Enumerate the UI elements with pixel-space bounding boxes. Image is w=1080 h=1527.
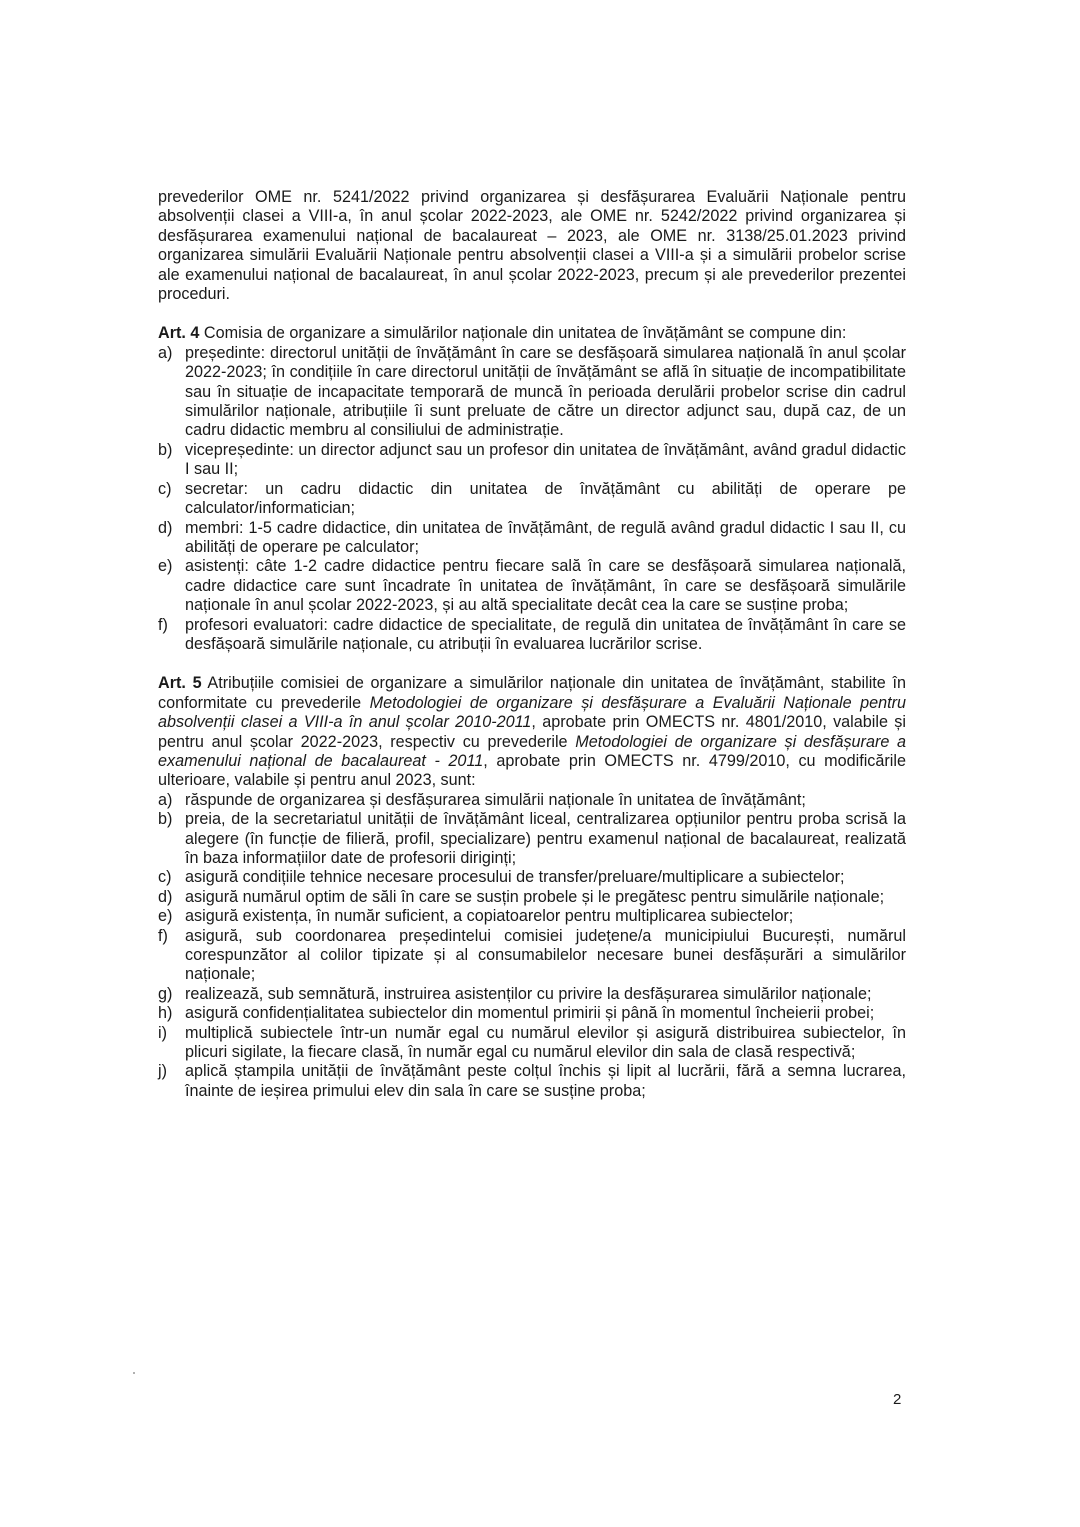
- list-text: profesori evaluatori: cadre didactice de specialitate, de regulă din unitatea de învățământ în care se desfășoară simulările naționale, cu atribuții în evaluarea lucrărilor scrise.: [185, 615, 906, 653]
- art5-italic-2: Metodologiei de organizare și desfășurare a examenului național de bacalaureat - 2011: [158, 732, 907, 770]
- list-item: [158, 985, 906, 1004]
- page-number: 2: [893, 1391, 902, 1408]
- art4-list: [158, 344, 906, 655]
- list-letter: d): [158, 887, 173, 906]
- art4-heading: [158, 324, 906, 343]
- list-text: asigură condițiile tehnice necesare procesului de transfer/preluare/multiplicare a subiectelor;: [185, 868, 845, 887]
- intro-paragraph: prevederilor OME nr. 5241/2022 privind organizarea și desfășurarea Evaluării Naționale pentru absolvenții clasei a VIII-a, în anul școlar 2022-2023, ale OME nr. 5242/2022 privind organizarea și desfășurarea examenului național de bacalaureat – 2023, ale OME nr. 3138/25.01.2023 privind organizarea simulării Evaluării Naționale pentru absolvenții clasei a VIII-a și a simulării probelor scrise ale examenului național de bacalaureat, în anul școlar 2022-2023, precum și ale prevederilor prezentei proceduri.: [158, 188, 906, 304]
- spacer: [158, 654, 906, 674]
- list-text: aplică ștampila unității de învățământ peste colțul închis și lipit al lucrării, fără a semna lucrarea, înainte de ieșirea primului elev din sala în care se susține proba;: [185, 1062, 906, 1100]
- art5-heading: [158, 674, 906, 790]
- list-letter: h): [158, 1004, 173, 1023]
- list-item: [158, 1024, 906, 1063]
- list-text: preia, de la secretariatul unității de învățământ liceal, centralizarea opțiunilor pentru proba scrisă la alegere (în funcție de filieră, profil, specializare) pentru examenul național de bacalaureat, realizată în baza informațiilor date de profesorii diriginți;: [185, 810, 906, 867]
- list-letter: b): [158, 810, 173, 829]
- list-item: [158, 557, 906, 615]
- list-item: [158, 868, 906, 887]
- art5-text-1: Atribuțiile comisiei de organizare a simulărilor naționale din unitatea de învățământ, stabilite în conformitate cu prevederile: [158, 674, 906, 712]
- list-letter: e): [158, 907, 173, 926]
- list-letter: f): [158, 926, 168, 945]
- list-letter: a): [158, 790, 173, 809]
- list-letter: g): [158, 984, 173, 1003]
- list-item: [158, 927, 906, 985]
- list-item: [158, 616, 906, 655]
- list-item: [158, 441, 906, 480]
- list-text: asistenți: câte 1-2 cadre didactice pentru fiecare sală în care se desfășoară simularea națională, cadre didactice care sunt încadrate în unitatea de învățământ, în care se desfășoară simulările naționale în anul școlar 2022-2023, și au altă specialitate decât cea la care se susține proba;: [185, 557, 906, 615]
- list-letter: c): [158, 479, 172, 498]
- list-letter: c): [158, 868, 172, 887]
- list-text: asigură, sub coordonarea președintelui comisiei județene/a municipiului București, numărul corespunzător al colilor tipizate și al consumabilelor necesare bunei desfășurări a simulărilor naționale;: [185, 926, 906, 984]
- list-text: realizează, sub semnătură, instruirea asistenților cu privire la desfășurarea simulărilor naționale;: [185, 984, 872, 1003]
- document-page: [158, 188, 906, 1101]
- art5-list: [158, 791, 906, 1102]
- list-item: [158, 1062, 906, 1101]
- list-letter: i): [158, 1023, 167, 1042]
- list-letter: d): [158, 518, 173, 537]
- art5-text-3: , aprobate prin OMECTS nr. 4799/2010, cu modificările ulterioare, valabile și pentru anul 2023, sunt:: [158, 751, 906, 790]
- art5-label: Art. 5: [158, 674, 202, 693]
- list-item: [158, 810, 906, 868]
- list-item: [158, 907, 906, 926]
- list-text: vicepreședinte: un director adjunct sau un profesor din unitatea de învățământ, având gradul didactic I sau II;: [185, 440, 906, 479]
- art5-text-2: , aprobate prin OMECTS nr. 4801/2010, valabile și pentru anul școlar 2022-2023, respectiv cu prevederile: [158, 713, 906, 751]
- art4-label: Art. 4: [158, 324, 200, 343]
- list-text: asigură existența, în număr suficient, a copiatoarelor pentru multiplicarea subiectelor;: [185, 907, 794, 926]
- list-text: președinte: directorul unității de învățământ în care se desfășoară simularea națională în anul școlar 2022-2023; în condițiile în care directorul unității de învățământ se află în situație de incompatibilitate sau în situație de incapacitate temporară de muncă în perioada derulării probelor scrise din cadrul simulărilor naționale, atribuțiile îi sunt preluate de către un director adjunct sau, după caz, de un cadru didactic membru al consiliului de administrație.: [185, 343, 906, 440]
- list-letter: f): [158, 615, 168, 634]
- list-item: [158, 1004, 906, 1023]
- list-item: [158, 480, 906, 519]
- art5-italic-1: Metodologiei de organizare și desfășurare a Evaluării Naționale pentru absolvenții clasei a VIII-a în anul școlar 2010-2011: [158, 693, 906, 732]
- scan-speck: [133, 1372, 135, 1374]
- list-letter: e): [158, 557, 173, 576]
- list-letter: a): [158, 343, 173, 362]
- list-text: multiplică subiectele într-un număr egal cu numărul elevilor și asigură distribuirea subiectelor, în plicuri sigilate, la fiecare clasă, în număr egal cu numărul elevilor din sala de clasă respectivă;: [185, 1023, 906, 1062]
- art4-text: Comisia de organizare a simulărilor naționale din unitatea de învățământ se compune din:: [203, 324, 847, 343]
- list-text: membri: 1-5 cadre didactice, din unitatea de învățământ, de regulă având gradul didactic I sau II, cu abilități de operare pe calculator;: [185, 518, 906, 556]
- list-text: secretar: un cadru didactic din unitatea de învățământ cu abilități de operare pe calculator/informatician;: [185, 479, 906, 518]
- list-item: [158, 791, 906, 810]
- list-letter: j): [158, 1062, 167, 1081]
- list-text: asigură numărul optim de săli în care se susțin probele și le pregătesc pentru simulările naționale;: [185, 887, 885, 906]
- list-item: [158, 519, 906, 558]
- list-item: [158, 888, 906, 907]
- list-item: [158, 344, 906, 441]
- list-letter: b): [158, 440, 173, 459]
- list-text: asigură confidențialitatea subiectelor din momentul primirii și până în momentul încheierii probei;: [185, 1004, 875, 1023]
- spacer: [158, 304, 906, 324]
- list-text: răspunde de organizarea și desfășurarea simulării naționale în unitatea de învățământ;: [185, 790, 806, 809]
